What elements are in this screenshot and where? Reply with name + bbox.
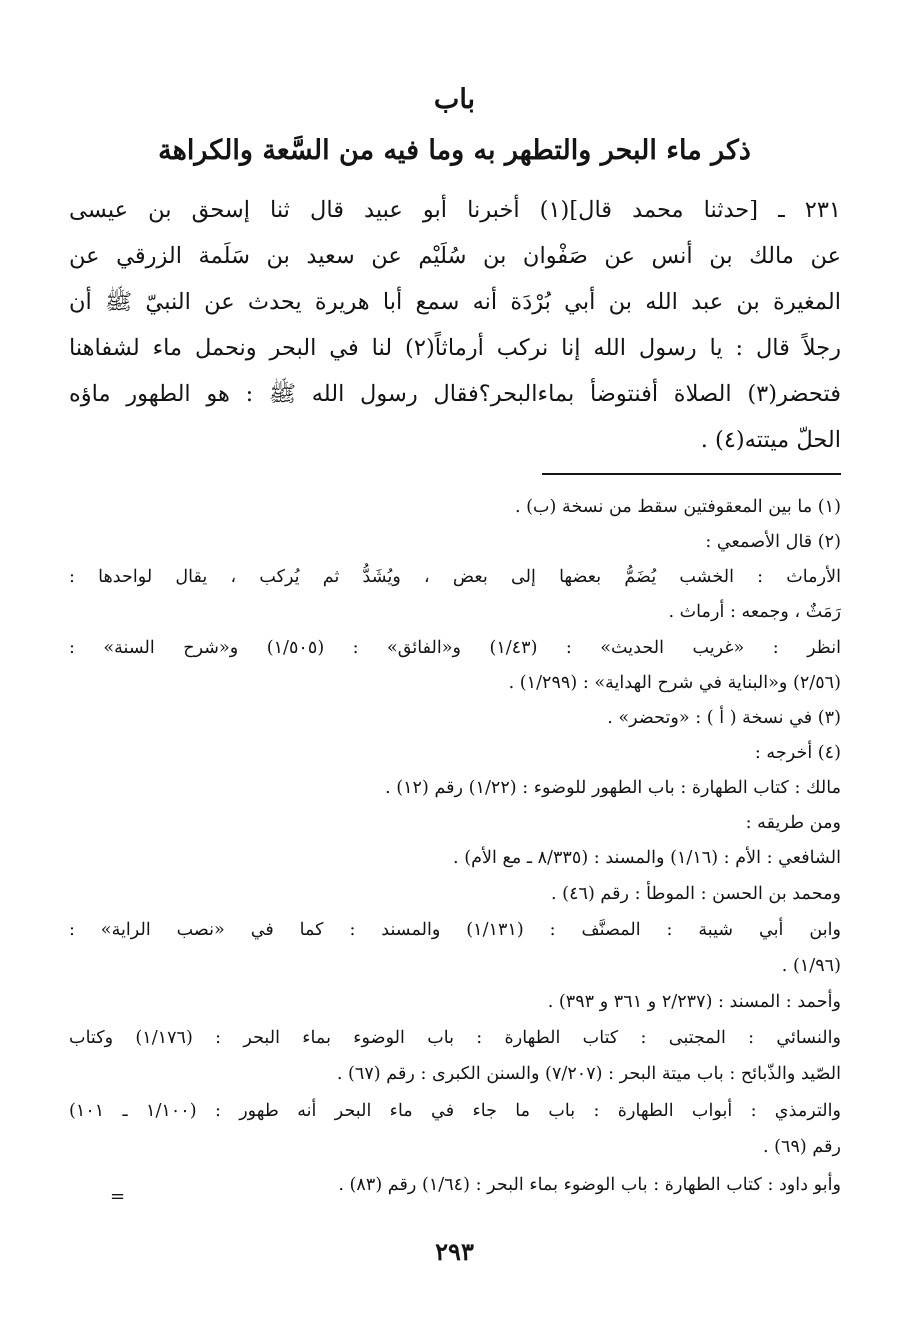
footnote-line: الأرماث : الخشب يُضَمُّ بعضها إلى بعض ، ويُشَدُّ ثم يُركب ، يقال لواحدها : — [69, 567, 841, 587]
footnote-line: رقم (٦٩) . — [762, 1137, 841, 1157]
footnote-line: الشافعي : الأم : (١/١٦) والمسند : (٨/٣٣٥ ـ مع الأم) . — [453, 848, 841, 868]
hadith-line: الحلّ ميتته(٤) . — [700, 427, 841, 453]
footnote-line: وابن أبي شيبة : المصنَّف : (١/١٣١) والمسند : كما في «نصب الراية» : — [69, 920, 842, 940]
footnote-line: انظر : «غريب الحديث» : (١/٤٣) و«الفائق» : (١/٥٠٥) و«شرح السنة» : — [69, 638, 841, 658]
footnote-line: مالك : كتاب الطهارة : باب الطهور للوضوء : (١/٢٢) رقم (١٢) . — [385, 778, 841, 798]
footnote-line: الصّيد والذّبائح : باب ميتة البحر : (٧/٢٠٧) والسنن الكبرى : رقم (٦٧) . — [336, 1064, 841, 1084]
footnote-line: (١) ما بين المعقوفتين سقط من نسخة (ب) . — [514, 497, 841, 517]
footnote-line: (٢) قال الأصمعي : — [705, 532, 841, 552]
footnote-line: وأبو داود : كتاب الطهارة : باب الوضوء بماء البحر : (١/٦٤) رقم (٨٣) . — [338, 1175, 841, 1195]
hadith-line: ٢٣١ ـ [حدثنا محمد قال](١) أخبرنا أبو عبيد قال ثنا إسحق بن عيسى — [69, 197, 841, 223]
hadith-line: المغيرة بن عبد الله بن أبي بُرْدَة أنه سمع أبا هريرة يحدث عن النبيّ ﷺ أن — [69, 289, 841, 315]
hadith-line: رجلاً قال : يا رسول الله إنا نركب أرماثاً(٢) لنا في البحر ونحمل ماء لشفاهنا — [69, 335, 841, 361]
footnote-separator — [542, 473, 841, 475]
page-number: ٢٩٣ — [435, 1237, 474, 1266]
footnote-line: رَمَثٌ ، وجمعه : أرماث . — [668, 602, 841, 622]
footnote-line: (١/٩٦) . — [781, 956, 841, 976]
footnote-line: ومن طريقه : — [745, 813, 841, 833]
footnote-line: (٤) أخرجه : — [754, 743, 841, 763]
footnote-line: والنسائي : المجتبى : كتاب الطهارة : باب الوضوء بماء البحر : (١/١٧٦) وكتاب — [69, 1028, 842, 1048]
hadith-line: عن مالك بن أنس عن صَفْوان بن سُلَيْم عن سعيد بن سَلَمة الزرقي عن — [69, 243, 841, 269]
footnote-line: (٢/٥٦) و«البناية في شرح الهداية» : (١/٢٩٩) . — [508, 673, 841, 693]
hadith-line: فتحضر(٣) الصلاة أفنتوضأ بماءالبحر؟فقال رسول الله ﷺ : هو الطهور ماؤه — [69, 381, 841, 407]
continuation-mark: = — [110, 1186, 126, 1207]
chapter-subtitle: ذكر ماء البحر والتطهر به وما فيه من السَّعة والكراهة — [158, 135, 751, 166]
footnote-line: (٣) في نسخة ( أ ) : «وتحضر» . — [607, 708, 841, 728]
chapter-title: باب — [433, 84, 476, 115]
footnote-line: والترمذي : أبواب الطهارة : باب ما جاء في ماء البحر أنه طهور : (١/١٠٠ ـ ١٠١) — [69, 1101, 842, 1121]
footnote-line: وأحمد : المسند : (٢/٢٣٧ و ٣٦١ و ٣٩٣) . — [547, 992, 841, 1012]
footnote-line: ومحمد بن الحسن : الموطأ : رقم (٤٦) . — [551, 884, 841, 904]
